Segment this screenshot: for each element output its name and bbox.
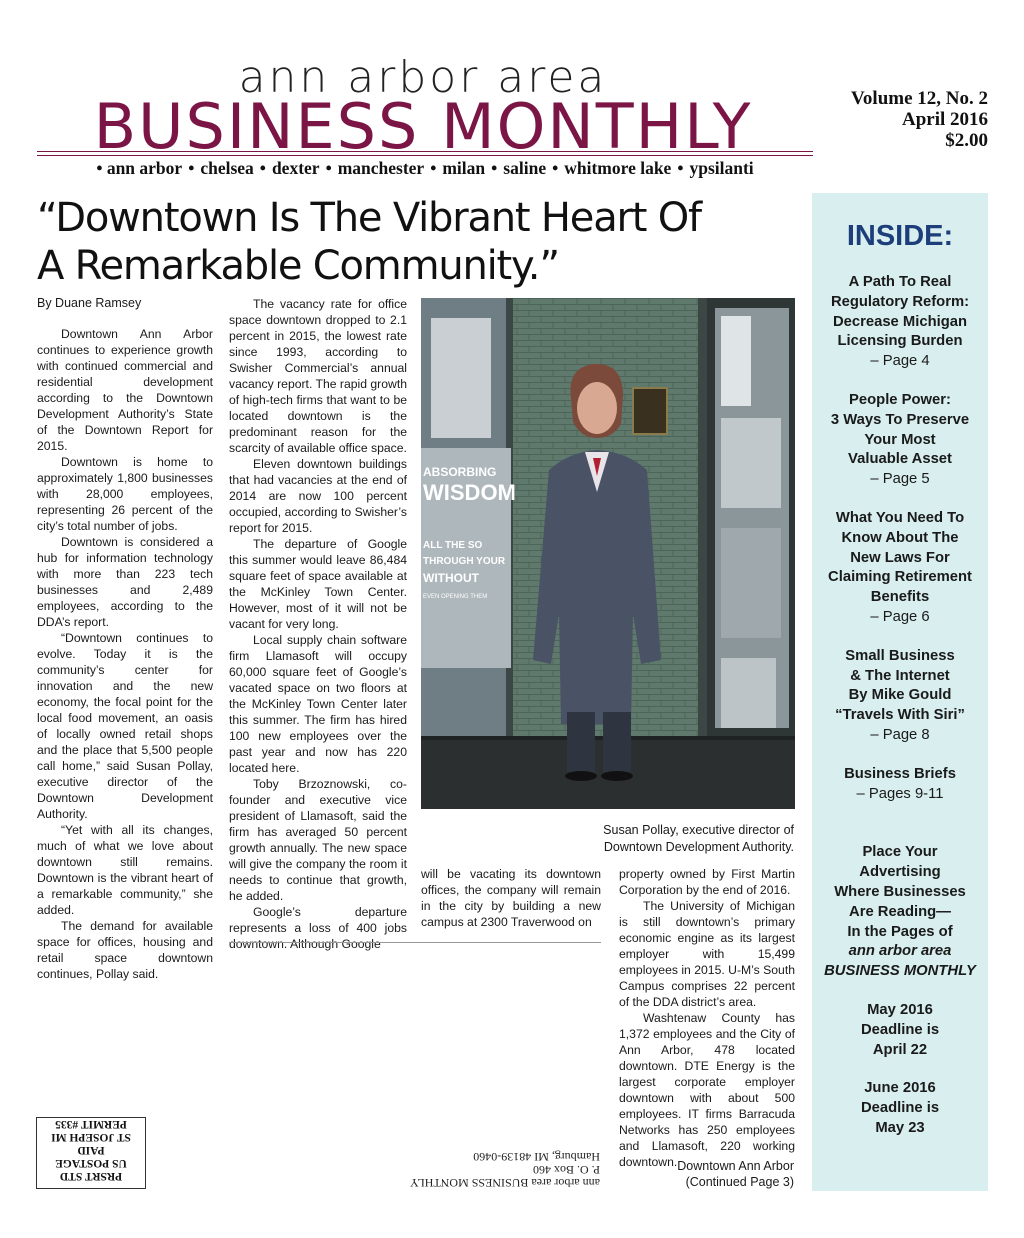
- article-headline: “Downtown Is The Vibrant Heart Of A Remarkable Community.”: [37, 195, 701, 289]
- photo-illustration: [421, 298, 795, 809]
- issue-date: April 2016: [901, 109, 988, 130]
- paragraph: The vacancy rate for office space downtown dropped to 2.1 percent in 2015, the lowest rate since 1993, according to Swisher Commercial’s annual vacancy report. The rapid growth of high-tech firms that want to be located downtown is the predominant reason for the scarcity of available office space.: [229, 297, 407, 455]
- sidebar-item: Business Briefs – Pages 9-11: [844, 765, 956, 802]
- sidebar-ad-notice: Place Your Advertising Where Businesses Are Reading— In the Pages of ann arbor area BUSINESS MONTHLY: [824, 844, 976, 980]
- masthead-rule-bottom: [37, 155, 813, 156]
- issue-volume: Volume 12, No. 2: [850, 88, 988, 109]
- sidebar-deadline-may: May 2016 Deadline is April 22: [860, 1001, 940, 1058]
- sidebar-deadline-june: June 2016 Deadline is May 23: [860, 1080, 940, 1136]
- postage-indicia: PRSRT STD US POSTAGE PAID ST JOSEPH MI PERMIT #335: [36, 1117, 146, 1189]
- masthead-title: BUSINESS MONTHLY: [93, 90, 753, 163]
- photo-caption: Susan Pollay, executive director of Downtown Development Authority.: [603, 823, 794, 854]
- inside-sidebar: [812, 193, 988, 1191]
- paragraph: Local supply chain software firm Llamasoft will occupy 60,000 square feet of Google’s vacated space on two floors at the McKinley Town Center later this summer. The firm has hired 100 new employees over the past year and now has 220 located here.: [229, 633, 407, 775]
- sidebar-item: What You Need To Know About The New Laws For Claiming Retirement Benefits – Page 6: [828, 509, 972, 625]
- paragraph: Google’s departure represents a loss of 400 jobs downtown. Although Google: [229, 905, 407, 951]
- towns-list: • ann arbor • chelsea • dexter • manchester • milan • saline • whitmore lake • ypsilanti: [96, 158, 754, 178]
- sign-text: WISDOM: [423, 480, 516, 505]
- paragraph: Downtown is considered a hub for information technology with more than 223 tech businesses and 2,489 employees, according to the DDA’s report.: [37, 535, 213, 629]
- sidebar-title: INSIDE:: [846, 220, 954, 252]
- sign-text: THROUGH YOUR: [423, 556, 506, 567]
- article-column-1: [37, 326, 213, 982]
- paragraph: will be vacating its downtown offices, the company will remain in the city by building a new campus at 2300 Traverwood on: [421, 867, 601, 929]
- divider-rule: [229, 942, 601, 943]
- paragraph: property owned by First Martin Corporation by the end of 2016.: [619, 867, 795, 897]
- article-column-4: [619, 866, 795, 1170]
- sidebar-item: A Path To Real Regulatory Reform: Decrease Michigan Licensing Burden – Page 4: [830, 274, 970, 370]
- article-column-3: [421, 866, 601, 930]
- sign-text: EVEN OPENING THEM: [423, 594, 488, 600]
- paragraph: Washtenaw County has 1,372 employees and the City of Ann Arbor, 478 located downtown. DTE Energy is the largest corporate employer downtown with about 500 employees. IT firms Barracuda Networks has 250 employees and Llamasoft, 220 working downtown.: [619, 1011, 795, 1169]
- paragraph: The demand for available space for offices, housing and retail space downtown continues, Pollay said.: [37, 919, 213, 981]
- paragraph: The departure of Google this summer would leave 86,484 square feet of space available at the McKinley Town Center. However, most of it will not be vacant for very long.: [229, 537, 407, 631]
- photo-susan-pollay: [421, 298, 795, 809]
- sign-text: ALL THE SO: [423, 540, 483, 551]
- paragraph: Eleven downtown buildings that had vacancies at the end of 2014 are now 100 percent occupied, according to Swisher’s report for 2015.: [229, 457, 407, 535]
- paragraph: Downtown Ann Arbor continues to experience growth with continued commercial and residential development according to the Downtown Development Authority’s State of the Downtown Report for 2015.: [37, 327, 213, 453]
- paragraph: The University of Michigan is still downtown’s primary economic engine as its largest employer with 15,499 employees in 2015. U-M’s South Campus comprises 22 percent of the DDA district’s area.: [619, 899, 795, 1009]
- issue-price: $2.00: [945, 130, 988, 151]
- sign-text: WITHOUT: [423, 571, 479, 585]
- masthead-tagline: ann arbor area: [238, 52, 608, 103]
- sidebar-item: People Power: 3 Ways To Preserve Your Most Valuable Asset – Page 5: [830, 391, 970, 488]
- continued-note: Downtown Ann Arbor (Continued Page 3): [677, 1159, 794, 1189]
- paragraph: Downtown is home to approximately 1,800 businesses with 28,000 employees, representing 26 percent of the city’s total number of jobs.: [37, 455, 213, 533]
- sign-text: ABSORBING: [423, 465, 497, 479]
- issue-info: [851, 88, 988, 151]
- sidebar-item: Small Business & The Internet By Mike Gould “Travels With Siri” – Page 8: [835, 647, 965, 743]
- article-byline: By Duane Ramsey: [37, 296, 142, 310]
- paragraph: “Downtown continues to evolve. Today it is the community’s center for innovation and the new economy, the focal point for the local food movement, an oasis of locally owned retail shops and the place that 5,500 people call home,” said Susan Pollay, executive director of the Downtown Development Authority.: [37, 631, 213, 821]
- mailing-address: ann arbor area BUSINESS MONTHLY P. O. Box 460 Hamburg, MI 48139-0460: [409, 1150, 600, 1190]
- paragraph: “Yet with all its changes, much of what we love about downtown still remains. Downtown is the vibrant heart of a remarkable community,” she added.: [37, 823, 213, 917]
- paragraph: Toby Brzoznowski, co-founder and executive vice president of Llamasoft, said the firm has averaged 50 percent growth annually. The new space will give the company the room it needs to continue that growth, he added.: [229, 777, 407, 903]
- article-column-2: [229, 296, 407, 952]
- masthead-rule-top: [37, 151, 813, 152]
